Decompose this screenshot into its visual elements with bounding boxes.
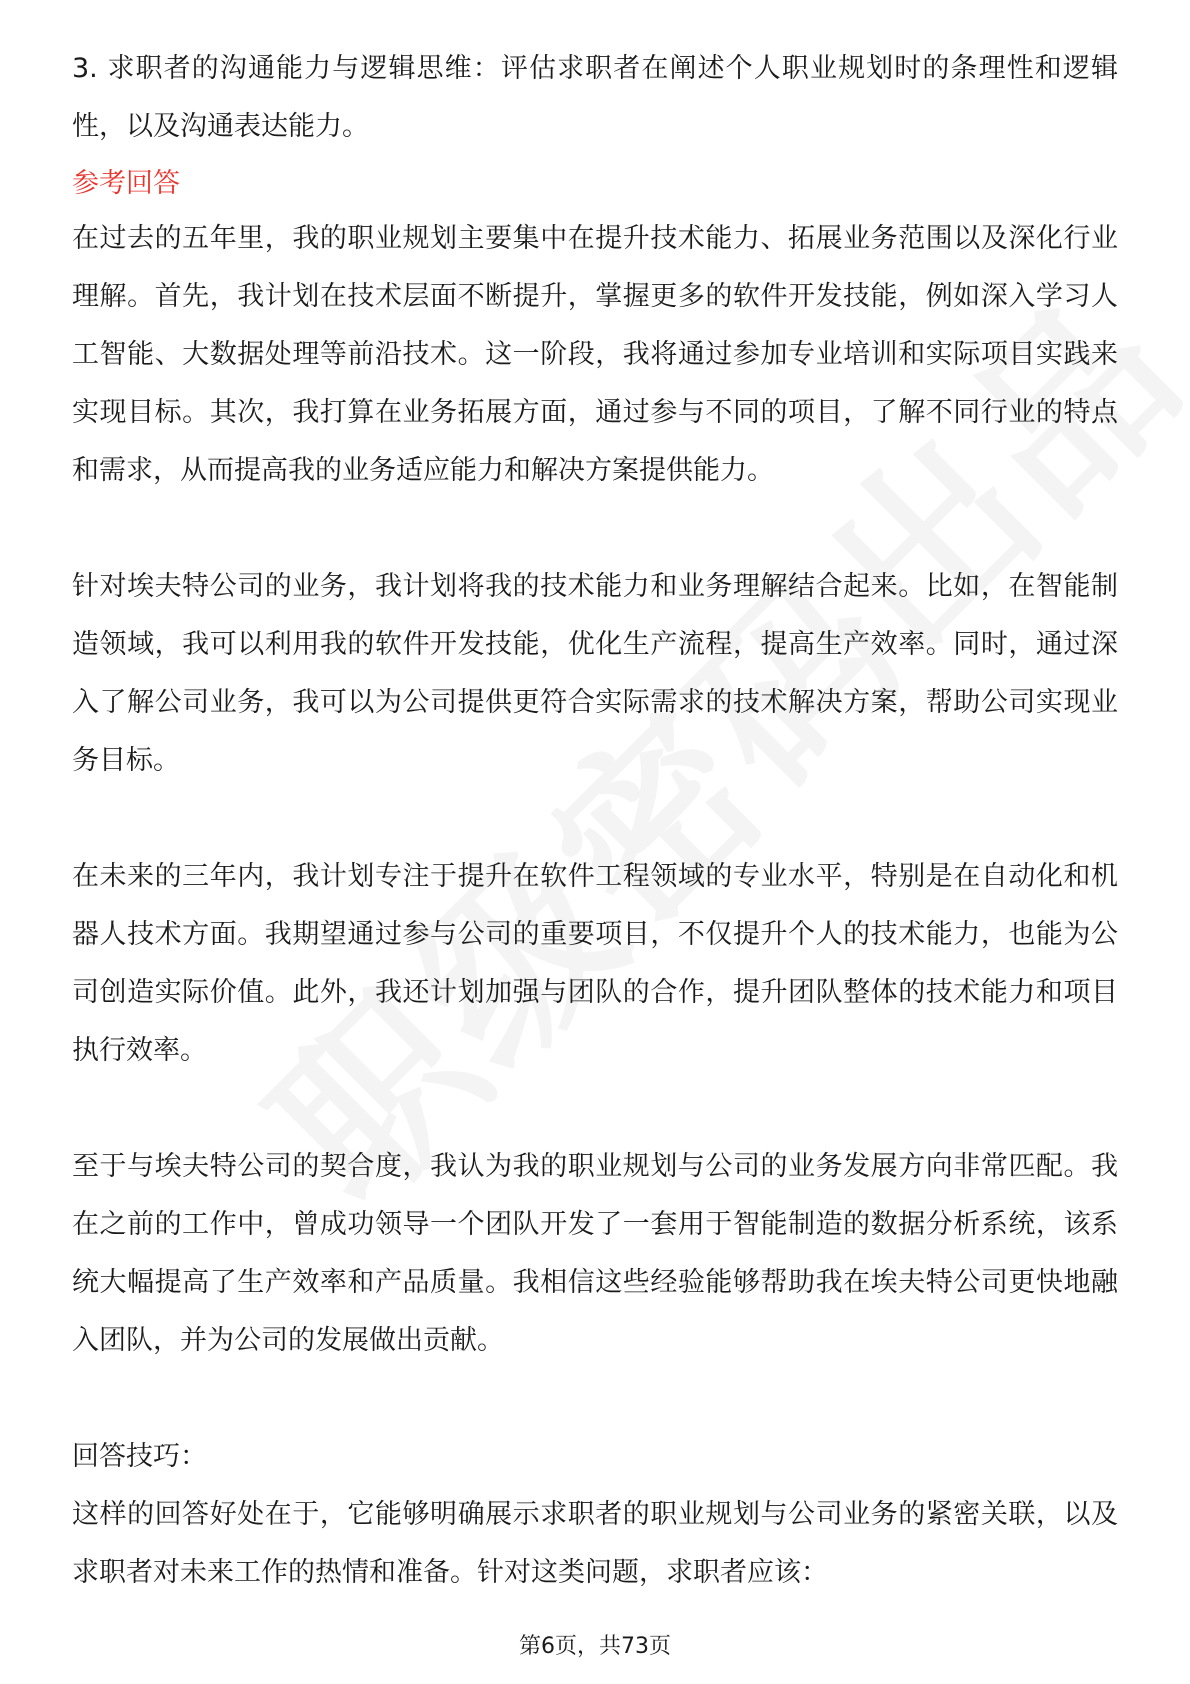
answer-paragraph-4: 至于与埃夫特公司的契合度，我认为我的职业规划与公司的业务发展方向非常匹配。我在之前的工作中，曾成功领导一个团队开发了一套用于智能制造的数据分析系统，该系统大幅提高了生产效率和产品质量。我相信这些经验能够帮助我在埃夫特公司更快地融入团队，并为公司的发展做出贡献。 — [72, 1151, 1118, 1356]
page-number: 第6页，共73页 — [519, 1634, 671, 1659]
answer-paragraph-1: 在过去的五年里，我的职业规划主要集中在提升技术能力、拓展业务范围以及深化行业理解。首先，我计划在技术层面不断提升，掌握更多的软件开发技能，例如深入学习人工智能、大数据处理等前沿技术。这一阶段，我将通过参加专业培训和实际项目实践来实现目标。其次，我打算在业务拓展方面，通过参与不同的项目，了解不同行业的特点和需求，从而提高我的业务适应能力和解决方案提供能力。 — [72, 223, 1118, 486]
document-body — [72, 40, 1118, 1602]
reference-answer-heading: 参考回答 — [72, 168, 180, 199]
answer-tips-text: 这样的回答好处在于，它能够明确展示求职者的职业规划与公司业务的紧密关联，以及求职者对未来工作的热情和准备。针对这类问题，求职者应该： — [72, 1499, 1118, 1588]
answer-tips-label: 回答技巧： — [72, 1441, 207, 1472]
answer-paragraph-3: 在未来的三年内，我计划专注于提升在软件工程领域的专业水平，特别是在自动化和机器人技术方面。我期望通过参与公司的重要项目，不仅提升个人的技术能力，也能为公司创造实际价值。此外，我还计划加强与团队的合作，提升团队整体的技术能力和项目执行效率。 — [72, 861, 1118, 1066]
answer-paragraph-2: 针对埃夫特公司的业务，我计划将我的技术能力和业务理解结合起来。比如，在智能制造领域，我可以利用我的软件开发技能，优化生产流程，提高生产效率。同时，通过深入了解公司业务，我可以为公司提供更符合实际需求的技术解决方案，帮助公司实现业务目标。 — [72, 571, 1118, 776]
evaluation-point-3: 3. 求职者的沟通能力与逻辑思维：评估求职者在阐述个人职业规划时的条理性和逻辑性，以及沟通表达能力。 — [72, 53, 1118, 142]
